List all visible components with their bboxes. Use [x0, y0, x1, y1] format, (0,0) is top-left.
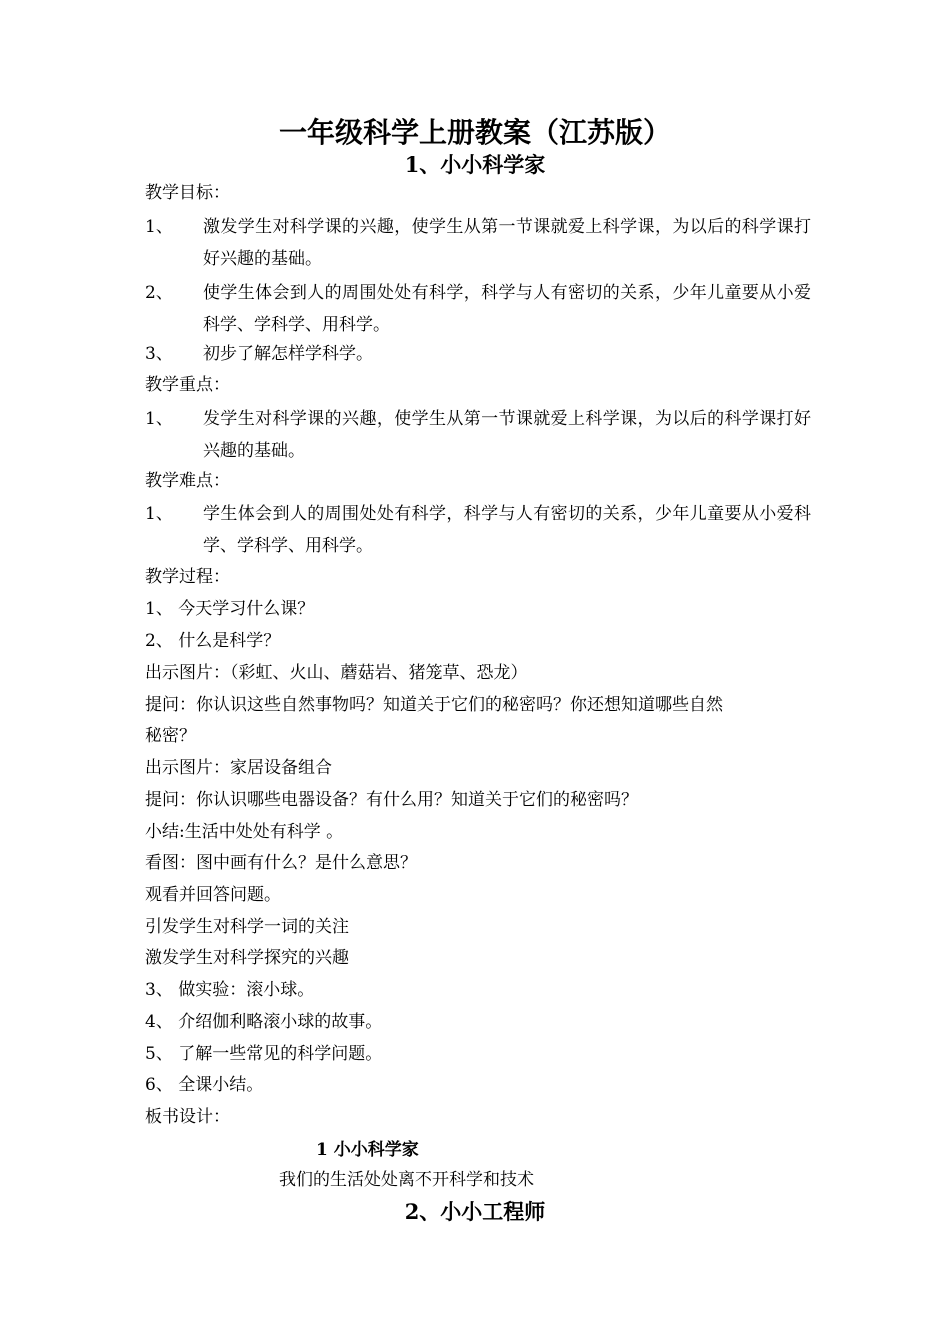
key-point-1-number: 1、 — [145, 409, 173, 429]
process-line: 出示图片：（彩虹、火山、蘑菇岩、猪笼草、恐龙） — [145, 663, 528, 683]
objective-1-text: 激发学生对科学课的兴趣，使学生从第一节课就爱上科学课，为以后的科学课打好兴趣的基础。 — [203, 217, 811, 269]
process-line: 看图：图中画有什么？是什么意思？ — [145, 853, 417, 873]
process-line: 秘密？ — [145, 726, 196, 746]
key-points-label: 教学重点： — [145, 375, 230, 395]
process-label: 教学过程： — [145, 567, 230, 587]
process-line: 小结:生活中处处有科学 。 — [145, 822, 344, 842]
objective-3-text: 初步了解怎样学科学。 — [203, 344, 373, 364]
board-design-title: 1 小小科学家 — [316, 1140, 419, 1160]
difficulties-label: 教学难点： — [145, 471, 230, 491]
board-design-text: 我们的生活处处离不开科学和技术 — [279, 1170, 534, 1190]
objective-2-text: 使学生体会到人的周围处处有科学，科学与人有密切的关系，少年儿童要从小爱科学、学科学、用科学。 — [203, 283, 811, 335]
process-line: 3、 做实验：滚小球。 — [145, 980, 315, 1000]
process-line: 1、 今天学习什么课？ — [145, 599, 315, 619]
objectives-label: 教学目标： — [145, 183, 230, 203]
process-line: 提问：你认识这些自然事物吗？知道关于它们的秘密吗？你还想知道哪些自然 — [145, 695, 723, 715]
document-title: 一年级科学上册教案（江苏版） — [278, 116, 671, 149]
objective-1-number: 1、 — [145, 217, 173, 237]
process-line: 出示图片：家居设备组合 — [145, 758, 332, 778]
objective-2-number: 2、 — [145, 283, 173, 303]
process-line: 2、 什么是科学？ — [145, 631, 281, 651]
lesson2-heading: 2、小小工程师 — [404, 1199, 546, 1224]
process-line: 引发学生对科学一词的关注 — [145, 917, 349, 937]
process-line: 5、 了解一些常见的科学问题。 — [145, 1044, 383, 1064]
difficulty-1-text: 学生体会到人的周围处处有科学，科学与人有密切的关系，少年儿童要从小爱科学、学科学、用科学。 — [203, 504, 811, 556]
difficulty-1-number: 1、 — [145, 504, 173, 524]
process-line: 提问：你认识哪些电器设备？有什么用？知道关于它们的秘密吗？ — [145, 790, 638, 810]
lesson1-heading: 1、小小科学家 — [404, 152, 546, 177]
key-point-1-text: 发学生对科学课的兴趣，使学生从第一节课就爱上科学课，为以后的科学课打好兴趣的基础。 — [203, 409, 811, 461]
process-line: 4、 介绍伽利略滚小球的故事。 — [145, 1012, 383, 1032]
process-line: 激发学生对科学探究的兴趣 — [145, 948, 349, 968]
board-design-label: 板书设计： — [145, 1107, 230, 1127]
process-line: 6、 全课小结。 — [145, 1075, 264, 1095]
objective-3-number: 3、 — [145, 344, 173, 364]
process-line: 观看并回答问题。 — [145, 885, 281, 905]
